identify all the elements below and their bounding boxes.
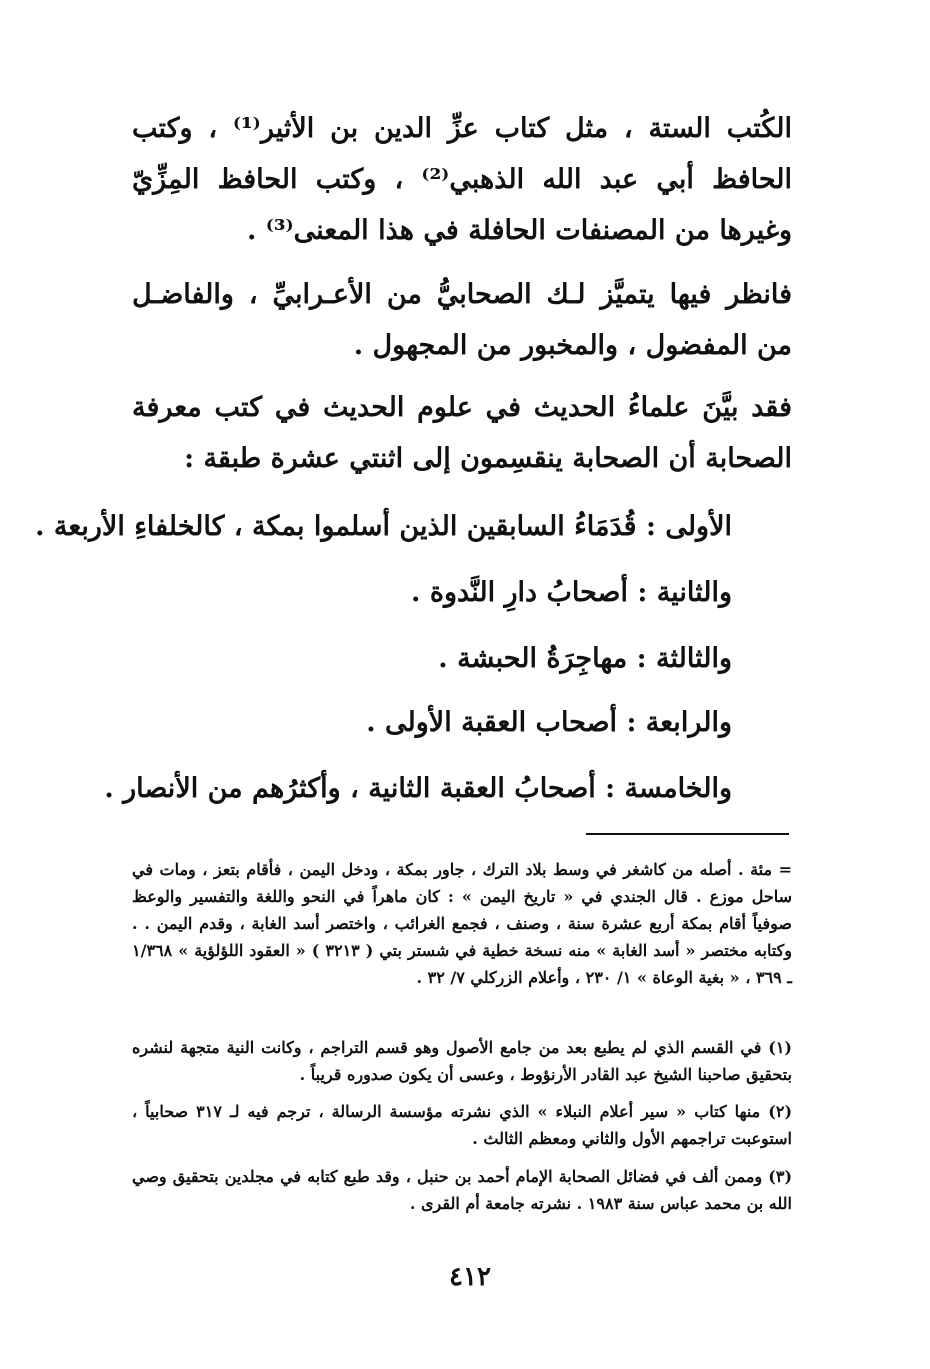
list-item-fourth-class: والرابعة : أصحاب العقبة الأولى .	[366, 707, 732, 738]
page-number: ٤١٢	[449, 1262, 491, 1292]
footnote-divider	[586, 833, 789, 835]
footnote-2: (٢) منها كتاب « سير أعلام النبلاء » الذي نشرته مؤسسة الرسالة ، ترجم فيه لـ ٣١٧ صحابياً ، استوعبت تراجمهم الأول والثاني ومعظم الثالث .	[132, 1102, 793, 1148]
footnote-1: (١) في القسم الذي لم يطبع بعد من جامع الأصول وهو قسم التراجم ، وكانت النية متجهة لنشره بتحقيق صاحبنا الشيخ عبد القادر الأرنؤوط ، وعسى أن يكون صدوره قريباً .	[132, 1038, 792, 1084]
list-item-fifth-class: والخامسة : أصحابُ العقبة الثانية ، وأكثرُهم من الأنصار .	[104, 773, 732, 804]
body-paragraph-2: فانظر فيها يتميَّز لـك الصحابيُّ من الأعـرابيِّ ، والفاضـل من المفضول ، والمخبور من المجهول .	[132, 279, 792, 361]
body-paragraph-3: فقد بيَّنَ علماءُ الحديث في علوم الحديث في كتب معرفة الصحابة أن الصحابة ينقسِمون إلى اثنتي عشرة طبقة :	[132, 392, 792, 474]
list-item-first-class: الأولى : قُدَمَاءُ السابقين الذين أسلموا بمكة ، كالخلفاءِ الأربعة .	[35, 511, 732, 542]
list-item-second-class: والثانية : أصحابُ دارِ النَّدوة .	[411, 577, 732, 608]
footnote-continued: = مئة . أصله من كاشغر في وسط بلاد الترك ، جاور بمكة ، ودخل اليمن ، فأقام بتعز ، ومات في ساحل موزع . قال الجندي في « تاريخ اليمن » : كان ماهراً في النحو واللغة والتفسير والوعظ صوفياً أقام بمكة أربع عشرة سنة ، وصنف ، فجمع الغرائب ، واختصر أسد الغابة ، وقدم اليمن . . وكتابه مختصر « أسد الغابة » منه نسخة خطية في شستر بتي ( ٣٢١٣ ) « العقود اللؤلؤية » ١/٣٦٨ ـ ٣٦٩ ، « بغية الوعاة » ١/ ٢٣٠ ، وأعلام الزركلي ٧/ ٣٢ .	[132, 860, 793, 987]
list-item-third-class: والثالثة : مهاجِرَةُ الحبشة .	[438, 643, 732, 674]
body-paragraph-1: الكُتب الستة ، مثل كتاب عزِّ الدين بن الأثير⁽¹⁾ ، وكتب الحافظ أبي عبد الله الذهبي⁽²⁾ ، وكتب الحافظ المِزِّيّ وغيرها من المصنفات الحافلة في هذا المعنى⁽³⁾ .	[132, 113, 793, 246]
footnote-3: (٣) وممن ألف في فضائل الصحابة الإمام أحمد بن حنبل ، وقد طبع كتابه في مجلدين بتحقيق وصي الله بن محمد عباس سنة ١٩٨٣ . نشرته جامعة أم القرى .	[132, 1167, 793, 1213]
